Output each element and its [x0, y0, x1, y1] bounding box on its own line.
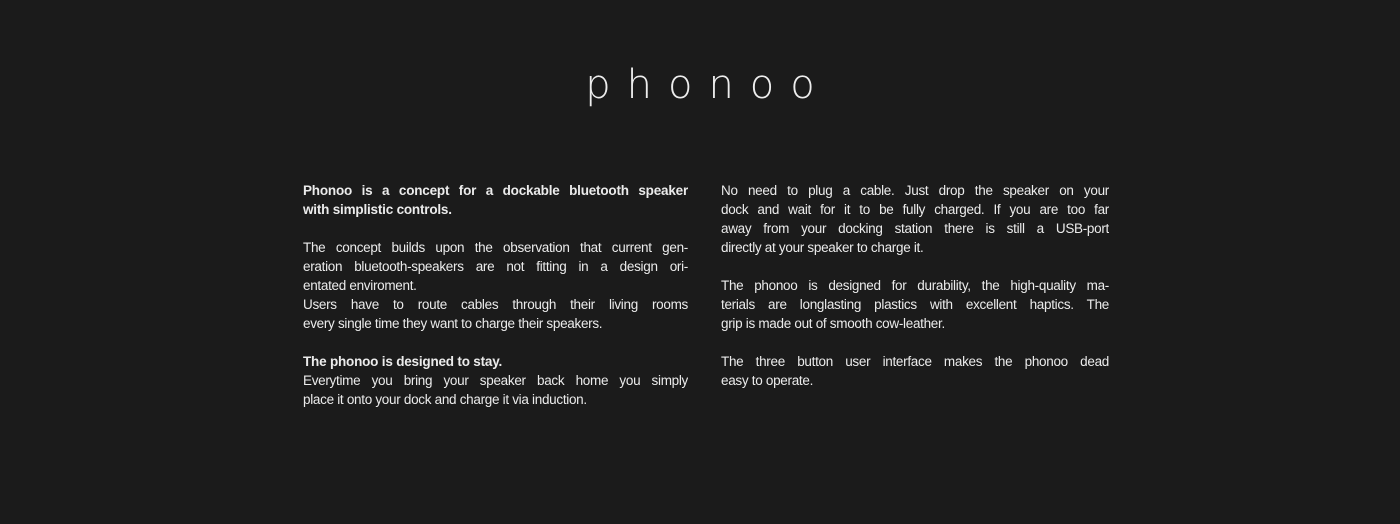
paragraph — [303, 371, 688, 409]
text-line: away from your docking station there is still a USB-port — [721, 221, 1109, 236]
paragraph — [721, 276, 1109, 333]
paragraph — [721, 352, 1109, 390]
text-column-right — [721, 181, 1109, 409]
text-line: entated enviroment. — [303, 278, 417, 293]
paragraph — [303, 352, 688, 371]
text-line: dock and wait for it to be fully charged. If you are too far — [721, 202, 1109, 217]
text-line: The phonoo is designed to stay. — [303, 354, 503, 369]
intro-text-section — [303, 181, 1109, 409]
text-line: eration bluetooth-speakers are not fitting in a design ori- — [303, 259, 688, 274]
text-line: directly at your speaker to charge it. — [721, 240, 924, 255]
text-line: The phonoo is designed for durability, the high-quality ma- — [721, 278, 1109, 293]
text-line: The three button user interface makes the phonoo dead — [721, 354, 1109, 369]
text-line: Everytime you bring your speaker back home you simply — [303, 373, 688, 388]
text-line: every single time they want to charge their speakers. — [303, 316, 603, 331]
brand-logo: phonoo — [585, 62, 831, 108]
text-line: easy to operate. — [721, 373, 814, 388]
text-line: The concept builds upon the observation that current gen- — [303, 240, 688, 255]
paragraph — [303, 295, 688, 333]
text-line: grip is made out of smooth cow-leather. — [721, 316, 945, 331]
paragraph — [303, 238, 688, 295]
text-line: with simplistic controls. — [303, 202, 452, 217]
text-line: Phonoo is a concept for a dockable bluetooth speaker — [303, 183, 688, 198]
paragraph — [721, 181, 1109, 257]
text-line: Users have to route cables through their living rooms — [303, 297, 688, 312]
text-column-left — [303, 181, 688, 409]
text-line: place it onto your dock and charge it via induction. — [303, 392, 587, 407]
paragraph — [303, 181, 688, 219]
text-line: No need to plug a cable. Just drop the speaker on your — [721, 183, 1109, 198]
text-line: terials are longlasting plastics with excellent haptics. The — [721, 297, 1109, 312]
